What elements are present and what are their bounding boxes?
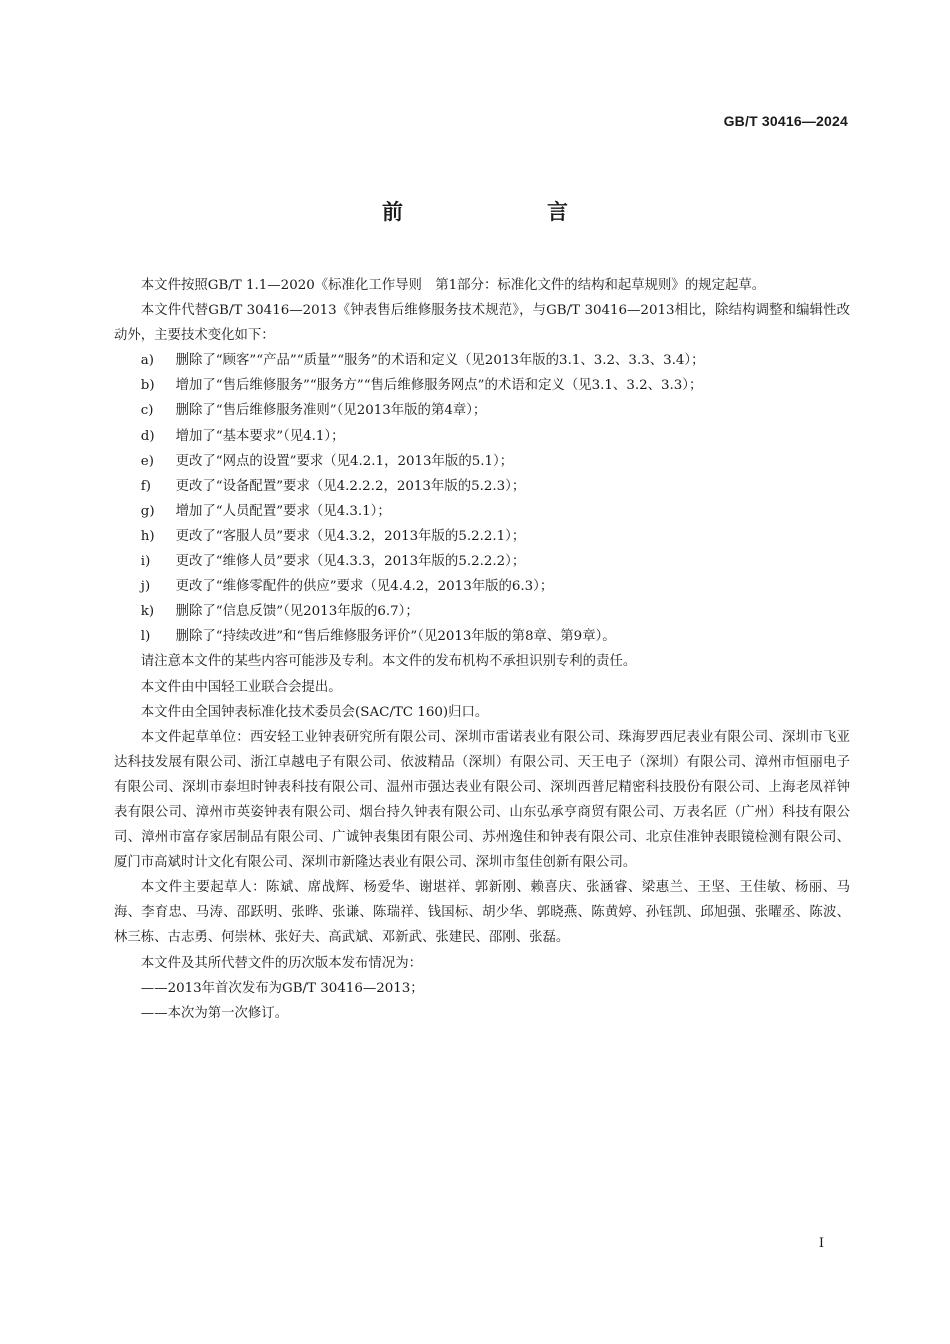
paragraph-drafting-units: 本文件起草单位：西安轻工业钟表研究所有限公司、深圳市雷诺表业有限公司、珠海罗西尼表业有限公司、深圳市飞亚达科技发展有限公司、浙江卓越电子有限公司、依波精品（深圳）有限公司、天王电子（深圳）有限公司、漳州市恒丽电子有限公司、深圳市泰坦时钟表科技有限公司、温州市强达表业有限公司、深圳西普尼精密科技股份有限公司、上海老凤祥钟表有限公司、漳州市英姿钟表有限公司、烟台持久钟表有限公司、山东弘承亨商贸有限公司、万表名匠（广州）科技有限公司、漳州市富存家居制品有限公司、广诚钟表集团有限公司、苏州逸佳和钟表有限公司、北京佳准钟表眼镜检测有限公司、厦门市高斌时计文化有限公司、深圳市新隆达表业有限公司、深圳市玺佳创新有限公司。 <box>114 729 850 871</box>
list-item <box>114 348 850 373</box>
list-text: 删除了“售后维修服务准则”（见2013年版的第4章）； <box>175 403 487 419</box>
list-text: 更改了“维修人员”要求（见4.3.3，2013年版的5.2.2.2）； <box>175 554 526 570</box>
page-number: I <box>818 1236 824 1251</box>
list-marker: i) <box>140 554 151 570</box>
list-text: 增加了“人员配置”要求（见4.3.1）； <box>175 503 391 519</box>
list-item <box>114 599 850 624</box>
paragraph-replacement: 本文件代替GB/T 30416—2013《钟表售后维修服务技术规范》，与GB/T 30416—2013相比，除结构调整和编辑性改动外，主要技术变化如下： <box>114 303 850 344</box>
list-text: 更改了“设备配置”要求（见4.2.2.2，2013年版的5.2.3）； <box>175 478 526 494</box>
paragraph-history-intro: 本文件及其所代替文件的历次版本发布情况为： <box>140 955 422 971</box>
paragraph-drafting-rules: 本文件按照GB/T 1.1—2020《标准化工作导则 第1部分：标准化文件的结构和起草规则》的规定起草。 <box>140 278 766 293</box>
list-item <box>114 624 850 649</box>
document-body <box>114 273 850 1026</box>
list-marker: g) <box>140 503 155 519</box>
list-marker: f) <box>140 478 151 494</box>
paragraph-patent-notice: 请注意本文件的某些内容可能涉及专利。本文件的发布机构不承担识别专利的责任。 <box>140 654 637 670</box>
list-item <box>114 398 850 423</box>
list-marker: a) <box>140 353 155 369</box>
paragraph-proposer: 本文件由中国轻工业联合会提出。 <box>140 679 342 695</box>
list-item <box>114 373 850 398</box>
history-item: ——2013年首次发布为GB/T 30416—2013； <box>140 980 424 996</box>
list-text: 增加了“基本要求”（见4.1）； <box>175 428 345 444</box>
page-title: 前 言 <box>382 200 602 224</box>
list-text: 更改了“客服人员”要求（见4.3.2，2013年版的5.2.2.1）； <box>175 528 526 544</box>
changes-list <box>114 348 850 649</box>
list-item <box>114 524 850 549</box>
list-marker: b) <box>140 378 155 394</box>
standard-code: GB/T 30416—2024 <box>723 113 848 129</box>
list-item <box>114 474 850 499</box>
list-text: 删除了“顾客”“产品”“质量”“服务”的术语和定义（见2013年版的3.1、3.2、3.3、3.4）； <box>175 353 705 369</box>
list-marker: c) <box>140 403 154 419</box>
paragraph-committee: 本文件由全国钟表标准化技术委员会(SAC/TC 160)归口。 <box>140 704 489 720</box>
list-marker: k) <box>140 604 155 620</box>
list-item <box>114 499 850 524</box>
list-text: 增加了“售后维修服务”“服务方”“售后维修服务网点”的术语和定义（见3.1、3.2、3.3）； <box>175 378 703 394</box>
list-marker: h) <box>140 528 155 544</box>
list-text: 更改了“维修零配件的供应”要求（见4.4.2，2013年版的6.3）； <box>175 579 554 595</box>
list-marker: j) <box>140 579 151 595</box>
history-item: ——本次为第一次修订。 <box>140 1005 289 1021</box>
list-item <box>114 449 850 474</box>
list-marker: d) <box>140 428 155 444</box>
list-item <box>114 424 850 449</box>
list-text: 删除了“信息反馈”（见2013年版的6.7）； <box>175 604 419 620</box>
list-marker: e) <box>140 453 154 469</box>
list-text: 更改了“网点的设置”要求（见4.2.1，2013年版的5.1）； <box>175 453 514 469</box>
list-marker: l) <box>140 629 151 645</box>
list-item <box>114 549 850 574</box>
list-item <box>114 574 850 599</box>
paragraph-drafters: 本文件主要起草人：陈斌、席战辉、杨爱华、谢堪祥、郭新刚、赖喜庆、张涵睿、梁惠兰、王坚、王佳敏、杨丽、马海、李育忠、马涛、邵跃明、张晔、张谦、陈瑞祥、钱国标、胡少华、郭晓燕、陈黄婷、孙钰凯、邱旭强、张曜丞、陈波、林三栋、古志勇、何崇林、张好夫、高武斌、邓新武、张建民、邵刚、张磊。 <box>114 880 850 946</box>
list-text: 删除了“持续改进”和“售后维修服务评价”（见2013年版的第8章、第9章）。 <box>175 629 616 645</box>
